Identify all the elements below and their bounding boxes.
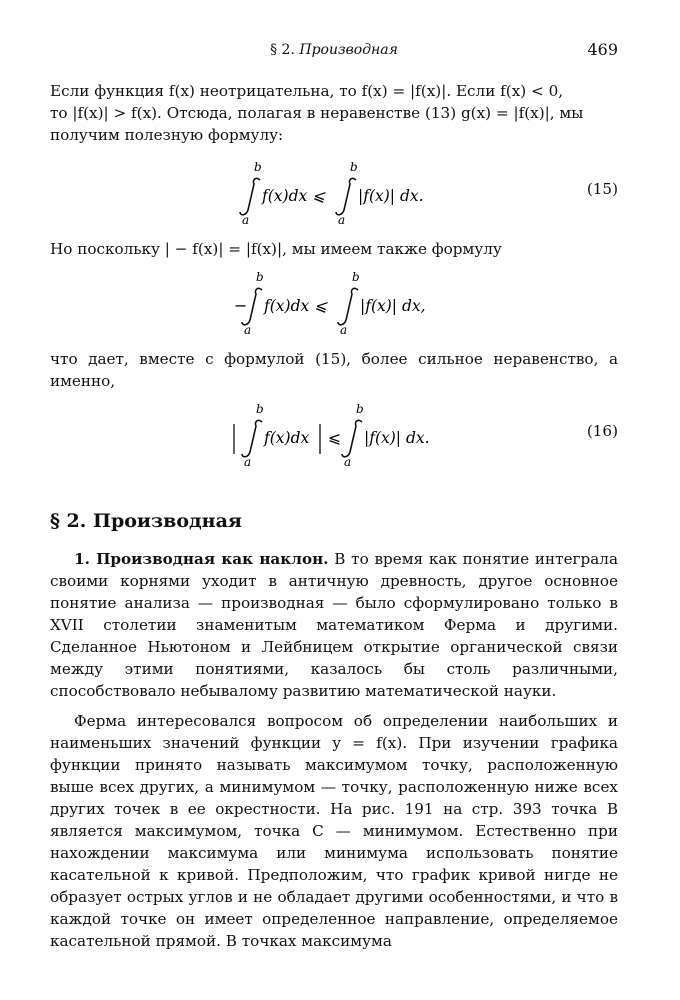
formula-16-lhs: f(x)dx [264, 429, 310, 447]
paragraph-3: что дает, вместе с формулой (15), более сильное неравенство, а именно, [50, 350, 618, 390]
integral-upper-limit: b [254, 160, 262, 174]
formula-15-svg [50, 158, 618, 224]
formula-16 [50, 400, 618, 466]
integral-sign [242, 420, 262, 456]
subsection-paragraph-2: Ферма интересовался вопросом об определении наибольших и наименьших значений функции y = f(x). При изучении графика функции принято называть максимумом точку, расположенную выше всех других, а минимумом — точку, расположенную ниже всех других точек в ее окрестности. На рис. 191 на стр. 393 точка B является максимумом, точка C — минимумом. Естественно при нахождении максимума или минимума использовать понятие касательной к кривой. Предположим, что график кривой нигде не образует острых углов и не обладает другими особенностями, и что в каждой точке он имеет определенное направление, определяемое касательной прямой. В точках максимума [50, 712, 618, 950]
subsection-paragraph-1-text: В то время как понятие интеграла своими корнями уходит в античную древность, другое основное понятие анализа — производная — было сформулировано только в XVII столетии знаменитым математиком Ферма и другими. Сделанное Ньютоном и Лейбницем открытие органической связи между этими понятиями, казалось бы столь различными, способствовало небывалому развитию математической науки. [50, 550, 618, 700]
integral-sign [338, 288, 358, 324]
integral-sign [336, 178, 356, 214]
formula-negative-svg [50, 268, 618, 334]
integral-upper-limit: b [356, 402, 364, 416]
integral-upper-limit: b [256, 270, 264, 284]
formula-negative [50, 268, 618, 334]
page-number: 469 [587, 40, 618, 59]
minus-sign: − [234, 296, 248, 315]
running-head [50, 40, 618, 70]
paragraph-2: Но поскольку | − f(x)| = |f(x)|, мы имеем также формулу [50, 240, 502, 258]
integral-lower-limit: a [344, 455, 352, 466]
book-page [50, 40, 618, 952]
intro-line-2: то |f(x)| > f(x). Отсюда, полагая в неравенстве (13) g(x) = |f(x)|, мы [50, 104, 584, 122]
formula-15-lhs: f(x)dx ⩽ [262, 187, 326, 205]
formula-negative-rhs: |f(x)| dx, [360, 297, 426, 315]
integral-upper-limit: b [352, 270, 360, 284]
subsection-paragraph-1 [50, 548, 618, 702]
integral-lower-limit: a [242, 213, 250, 224]
formula-16-le: ⩽ [328, 429, 341, 447]
formula-negative-lhs: f(x)dx ⩽ [264, 297, 328, 315]
running-head-section-label: § 2. [270, 42, 295, 58]
equation-number-16: (16) [586, 422, 618, 440]
integral-upper-limit: b [256, 402, 264, 416]
subsection-title: 1. Производная как наклон. [74, 550, 329, 568]
intro-line-1: Если функция f(x) неотрицательна, то f(x) = |f(x)|. Если f(x) < 0, [50, 82, 564, 100]
integral-lower-limit: a [244, 323, 252, 334]
equation-number-15: (15) [586, 180, 618, 198]
integral-upper-limit: b [350, 160, 358, 174]
intro-line-3: получим полезную формулу: [50, 126, 284, 144]
formula-16-rhs: |f(x)| dx. [364, 429, 430, 447]
formula-15 [50, 158, 618, 224]
running-head-section-name: Производная [299, 42, 398, 58]
section-title: § 2. Производная [50, 510, 242, 532]
integral-sign [342, 420, 362, 456]
integral-sign [240, 178, 260, 214]
integral-lower-limit: a [338, 213, 346, 224]
intro-paragraph [50, 80, 618, 146]
formula-15-rhs: |f(x)| dx. [358, 187, 424, 205]
formula-16-svg [50, 400, 618, 466]
integral-lower-limit: a [340, 323, 348, 334]
integral-lower-limit: a [244, 455, 252, 466]
